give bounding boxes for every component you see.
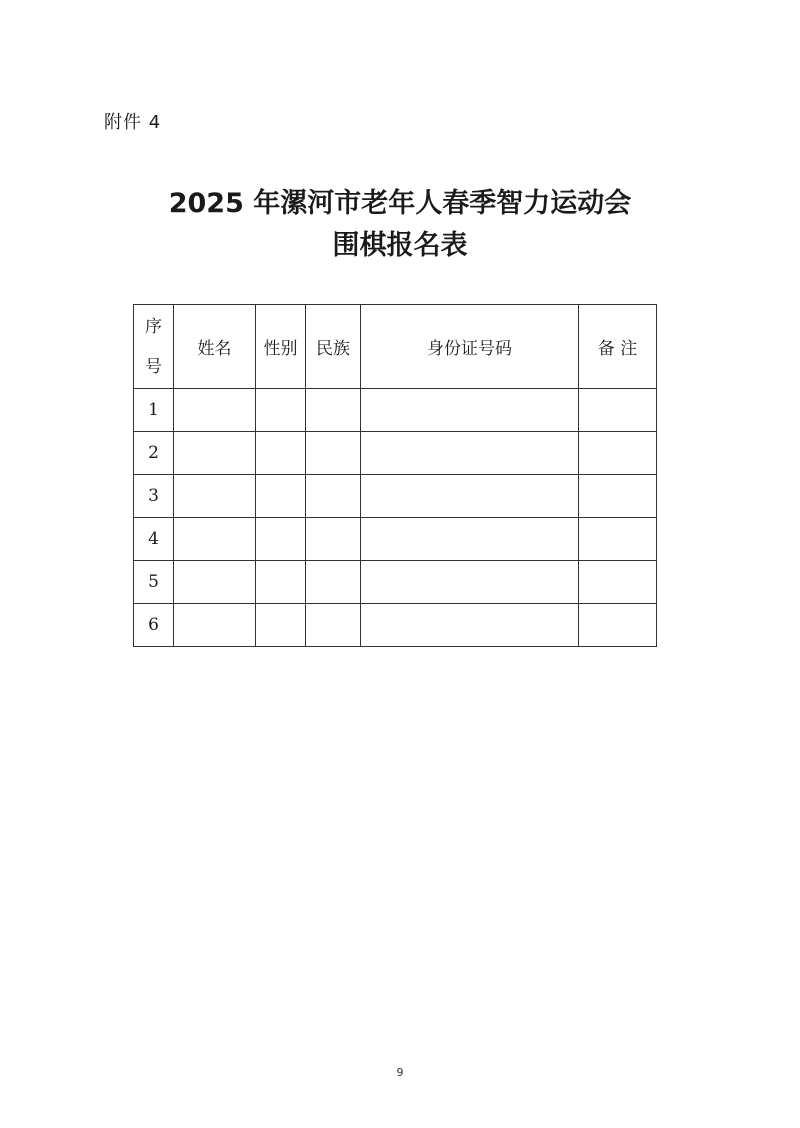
row-seq: 4: [134, 518, 174, 561]
table-row: [134, 475, 657, 518]
ethnicity-cell[interactable]: [306, 389, 361, 432]
page-number: 9: [396, 1066, 404, 1079]
gender-cell[interactable]: [256, 432, 306, 475]
note-cell[interactable]: [579, 518, 657, 561]
name-cell[interactable]: [174, 475, 256, 518]
header-gender: 性别: [256, 305, 306, 389]
header-note: 备 注: [579, 305, 657, 389]
table-header-row: [134, 305, 657, 389]
name-cell[interactable]: [174, 432, 256, 475]
header-seq: [134, 305, 174, 389]
ethnicity-cell[interactable]: [306, 561, 361, 604]
table-row: [134, 518, 657, 561]
attachment-label: 附件 4: [104, 112, 162, 133]
row-seq: 1: [134, 389, 174, 432]
header-ethnicity: 民族: [306, 305, 361, 389]
table-row: [134, 561, 657, 604]
row-seq: 5: [134, 561, 174, 604]
header-name: 姓名: [174, 305, 256, 389]
gender-cell[interactable]: [256, 389, 306, 432]
id-number-cell[interactable]: [361, 475, 579, 518]
id-number-cell[interactable]: [361, 432, 579, 475]
header-seq-label: 序号: [145, 316, 162, 377]
name-cell[interactable]: [174, 389, 256, 432]
id-number-cell[interactable]: [361, 389, 579, 432]
gender-cell[interactable]: [256, 561, 306, 604]
id-number-cell[interactable]: [361, 561, 579, 604]
table-row: [134, 432, 657, 475]
row-seq: 3: [134, 475, 174, 518]
registration-table: [133, 304, 657, 647]
ethnicity-cell[interactable]: [306, 432, 361, 475]
name-cell[interactable]: [174, 604, 256, 647]
table-row: [134, 604, 657, 647]
header-id-number: 身份证号码: [361, 305, 579, 389]
note-cell[interactable]: [579, 475, 657, 518]
ethnicity-cell[interactable]: [306, 604, 361, 647]
row-seq: 2: [134, 432, 174, 475]
id-number-cell[interactable]: [361, 604, 579, 647]
note-cell[interactable]: [579, 432, 657, 475]
note-cell[interactable]: [579, 389, 657, 432]
form-title-line-2: 围棋报名表: [332, 230, 468, 261]
gender-cell[interactable]: [256, 604, 306, 647]
ethnicity-cell[interactable]: [306, 475, 361, 518]
form-title-line-1: 2025 年漯河市老年人春季智力运动会: [168, 188, 632, 219]
note-cell[interactable]: [579, 604, 657, 647]
row-seq: 6: [134, 604, 174, 647]
table-row: [134, 389, 657, 432]
note-cell[interactable]: [579, 561, 657, 604]
id-number-cell[interactable]: [361, 518, 579, 561]
name-cell[interactable]: [174, 561, 256, 604]
gender-cell[interactable]: [256, 475, 306, 518]
ethnicity-cell[interactable]: [306, 518, 361, 561]
gender-cell[interactable]: [256, 518, 306, 561]
name-cell[interactable]: [174, 518, 256, 561]
